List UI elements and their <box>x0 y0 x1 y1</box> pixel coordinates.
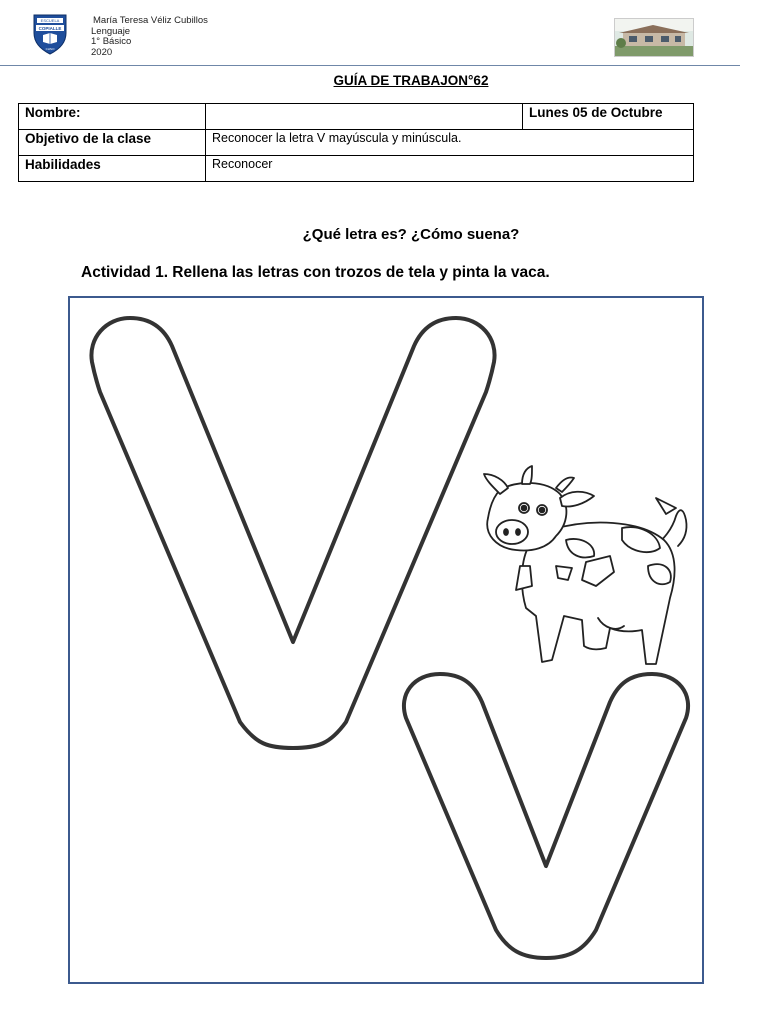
subject: Lenguaje <box>91 25 131 37</box>
year: 2020 <box>91 46 113 58</box>
grade: 1° Básico <box>91 36 132 47</box>
activity-instruction: Actividad 1. Rellena las letras con trozos de tela y pinta la vaca. <box>81 264 550 281</box>
worksheet-title: GUÍA DE TRABAJON°62 <box>333 73 489 88</box>
logo-name-text: COPIALLE <box>38 26 62 31</box>
logo-top-text: ESCUELA <box>40 18 60 23</box>
logo-motto-text: CHNO <box>45 47 55 51</box>
skills-value: Reconocer <box>206 156 694 182</box>
date-cell: Lunes 05 de Octubre <box>523 104 694 130</box>
name-label: Nombre: <box>19 104 206 130</box>
question-heading: ¿Qué letra es? ¿Cómo suena? <box>302 226 520 243</box>
objective-label: Objetivo de la clase <box>19 130 206 156</box>
author-name: María Teresa Véliz Cubillos <box>93 15 208 26</box>
letter-v-lowercase-outline[interactable] <box>404 674 688 958</box>
cow-coloring-icon[interactable] <box>484 466 687 664</box>
objective-value: Reconocer la letra V mayúscula y minúscula. <box>206 130 694 156</box>
skills-label: Habilidades <box>19 156 206 182</box>
